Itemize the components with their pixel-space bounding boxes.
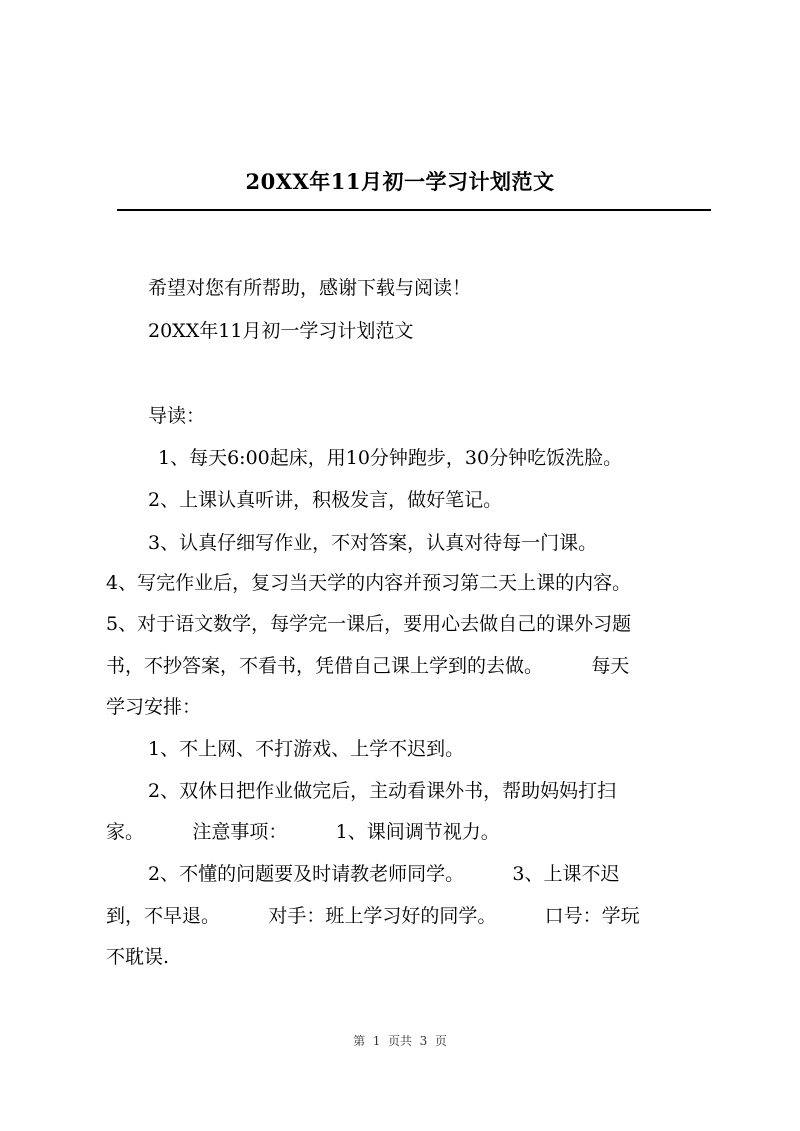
paragraph-line: 4、写完作业后，复习当天学的内容并预习第二天上课的内容。 xyxy=(106,572,632,594)
intro-line: 希望对您有所帮助，感谢下载与阅读！ xyxy=(148,277,472,299)
title-divider xyxy=(117,209,711,211)
paragraph-line: 学习安排： xyxy=(106,696,202,718)
paragraph-line: 书，不抄答案，不看书，凭借自己课上学到的去做。 每天 xyxy=(106,655,630,677)
paragraph-line: 到，不早退。 对手：班上学习好的同学。 口号：学玩 xyxy=(106,905,640,927)
document-title: 20XX年11月初一学习计划范文 xyxy=(245,169,555,194)
paragraph-line: 2、上课认真听讲，积极发言，做好笔记。 xyxy=(148,489,503,511)
paragraph-line: 2、不懂的问题要及时请教老师同学。 3、上课不迟 xyxy=(148,863,620,885)
paragraph-line: 5、对于语文数学，每学完一课后，要用心去做自己的课外习题 xyxy=(106,613,632,635)
paragraph-line: 1、每天6:00起床，用10分钟跑步，30分钟吃饭洗脸。 xyxy=(158,447,623,469)
subtitle-line: 20XX年11月初一学习计划范文 xyxy=(148,320,414,342)
paragraph-line: 家。 注意事项： 1、课间调节视力。 xyxy=(106,821,500,843)
guide-heading: 导读： xyxy=(148,405,206,427)
paragraph-line: 不耽误. xyxy=(106,946,170,968)
page-number-footer: 第 1 页共 3 页 xyxy=(353,1034,447,1048)
paragraph-line: 2、双休日把作业做完后，主动看课外书，帮助妈妈打扫 xyxy=(148,780,617,802)
paragraph-line: 1、不上网、不打游戏、上学不迟到。 xyxy=(148,738,465,760)
paragraph-line: 3、认真仔细写作业，不对答案，认真对待每一门课。 xyxy=(148,532,598,554)
